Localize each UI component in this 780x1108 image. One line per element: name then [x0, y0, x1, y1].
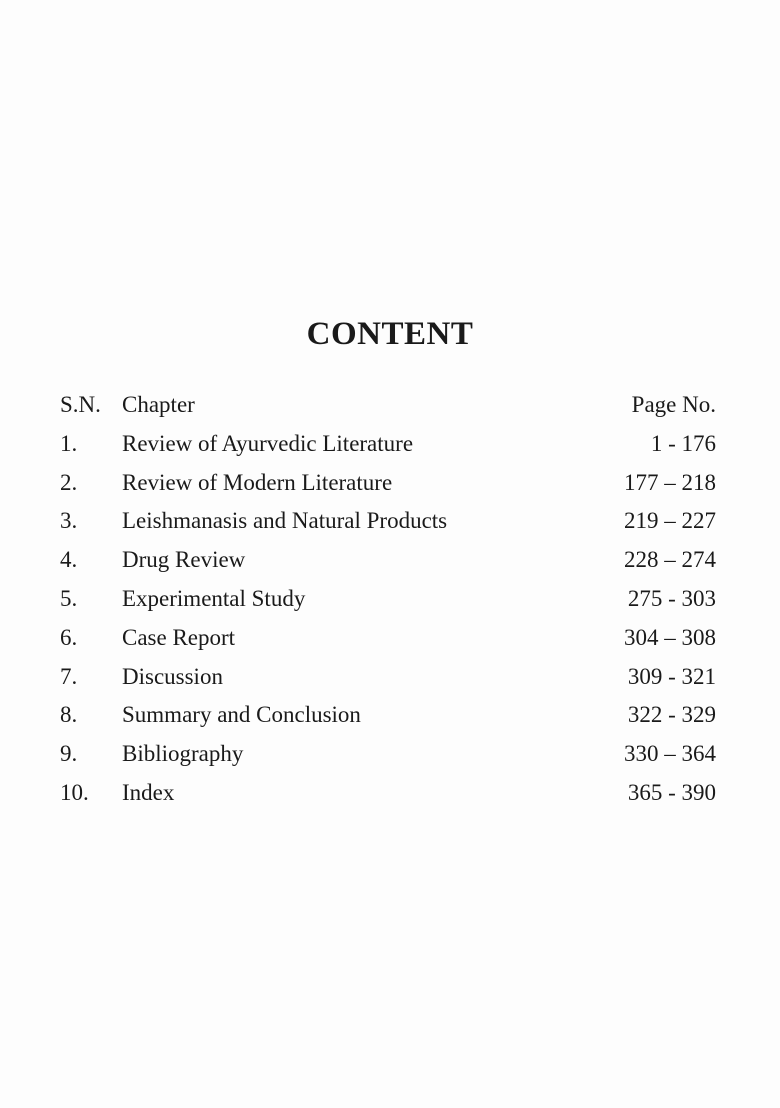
page-title: CONTENT	[306, 316, 474, 352]
toc-row	[60, 774, 716, 813]
row-number: 2.	[60, 469, 78, 495]
row-number: 4.	[60, 547, 78, 573]
chapter-title: Case Report	[122, 624, 236, 650]
chapter-title: Summary and Conclusion	[122, 702, 361, 728]
chapter-title: Experimental Study	[122, 585, 306, 611]
page-range: 309 - 321	[627, 663, 716, 689]
sn-header: S.N.	[60, 392, 101, 417]
chapter-title: Bibliography	[122, 741, 244, 767]
page-no-header: Page No.	[631, 392, 716, 417]
chapter-header: Chapter	[122, 392, 195, 417]
page-range: 330 – 364	[624, 741, 716, 767]
page-range: 219 – 227	[624, 508, 716, 534]
chapter-title: Leishmanasis and Natural Products	[122, 508, 448, 534]
table-of-contents	[60, 386, 716, 813]
row-number: 9.	[60, 741, 78, 767]
page-range: 1 - 176	[650, 430, 716, 456]
page-range: 275 - 303	[627, 585, 716, 611]
toc-row	[60, 425, 716, 464]
toc-row	[60, 464, 716, 503]
row-number: 1.	[60, 430, 78, 456]
row-number: 6.	[60, 624, 78, 650]
chapter-title: Discussion	[122, 663, 223, 689]
page-range: 322 - 329	[627, 702, 716, 728]
toc-row	[60, 619, 716, 658]
row-number: 5.	[60, 585, 78, 611]
chapter-title: Index	[122, 779, 175, 805]
toc-header-row	[60, 386, 716, 425]
row-number: 8.	[60, 702, 78, 728]
toc-row	[60, 502, 716, 541]
page-range: 177 – 218	[624, 469, 716, 495]
page-range: 304 – 308	[624, 624, 716, 650]
chapter-title: Review of Modern Literature	[122, 469, 393, 495]
toc-row	[60, 735, 716, 774]
toc-row	[60, 696, 716, 735]
toc-row	[60, 541, 716, 580]
page-range: 365 - 390	[627, 779, 716, 805]
chapter-title: Review of Ayurvedic Literature	[122, 430, 414, 456]
toc-row	[60, 580, 716, 619]
row-number: 10.	[60, 779, 89, 805]
chapter-title: Drug Review	[122, 547, 246, 573]
row-number: 7.	[60, 663, 78, 689]
page-range: 228 – 274	[624, 547, 716, 573]
row-number: 3.	[60, 508, 78, 534]
toc-row	[60, 658, 716, 697]
